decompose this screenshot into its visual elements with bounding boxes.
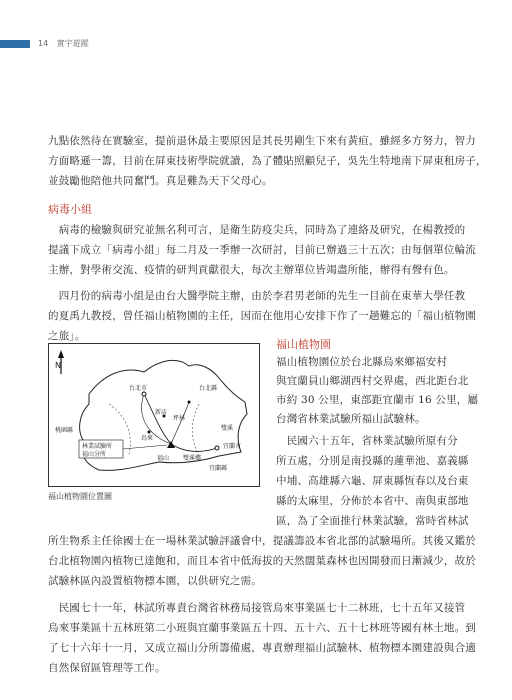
section-heading-fushan: 福山植物園 bbox=[276, 338, 331, 351]
paragraph-line: 民國七十一年，林試所專責台灣省林務局接管烏來事業區七十二林班，七十五年又接管 bbox=[48, 602, 466, 614]
paragraph-line: 與宜蘭員山鄉湖西村交界處，西北距台北 bbox=[276, 375, 469, 387]
svg-text:雙溪鄉: 雙溪鄉 bbox=[183, 455, 202, 462]
svg-text:福山: 福山 bbox=[157, 455, 170, 462]
paragraph-line: 烏來事業區十五林班第二小班與宜蘭事業區五十四、五十六、五十七林班等國有林土地。到 bbox=[48, 622, 476, 634]
svg-text:雙溪: 雙溪 bbox=[221, 425, 234, 432]
section-heading-virus-group: 病毒小組 bbox=[48, 203, 92, 216]
paragraph-line: 中埔、高雄縣六龜、屏東縣恆春以及台東 bbox=[276, 475, 469, 487]
paragraph-line: 四月份的病毒小組是由台大醫學院主辦，由於李君男老師的先生一目前在東華大學任教 bbox=[48, 290, 466, 302]
svg-text:烏來: 烏來 bbox=[141, 435, 154, 442]
fushan-marker bbox=[167, 441, 175, 448]
paragraph-line: 台北植物園內植物已達飽和，而且本省中低海拔的天然闊葉森林也因開發而日漸減少，故於 bbox=[48, 555, 476, 567]
paragraph-line: 方面略遜一籌，目前在屏東技術學院就讀，為了體貼照顧兒子，吳先生特地南下屏東租房子， bbox=[48, 155, 487, 167]
paragraph-line: 病毒的檢驗與研究並無名利可言，是衛生防疫尖兵，同時為了連絡及研究，在楊教授的 bbox=[48, 224, 466, 236]
svg-text:桃園縣: 桃園縣 bbox=[55, 427, 74, 434]
paragraph-line: 並鼓勵他陪他共同奮鬥。真是難為天下父母心。 bbox=[48, 175, 273, 187]
paragraph-line: 縣的太麻里，分佈於本省中、南與東部地 bbox=[276, 495, 469, 507]
map-caption: 福山植物園位置圖 bbox=[48, 492, 112, 501]
svg-text:福山分所: 福山分所 bbox=[82, 451, 107, 458]
svg-text:宜蘭縣: 宜蘭縣 bbox=[209, 465, 228, 472]
svg-text:N: N bbox=[55, 361, 61, 370]
paragraph-line: 區，為了全面推行林業試驗，當時省林試 bbox=[276, 515, 469, 527]
paragraph-line: 試驗林區內設置植物標本園，以供研究之需。 bbox=[48, 575, 262, 587]
svg-text:台北市: 台北市 bbox=[129, 385, 148, 392]
paragraph-line: 九點依然待在實驗室，提前退休最主要原因是其長男剛生下來有黃疸，雖經多方努力，智力 bbox=[48, 135, 476, 147]
svg-text:台北縣: 台北縣 bbox=[199, 385, 218, 392]
paragraph-line: 民國六十五年，省林業試驗所原有分 bbox=[276, 435, 458, 447]
page-number: 14 bbox=[38, 39, 49, 48]
running-title: 實宇遊蹤 bbox=[56, 39, 89, 48]
north-arrow-icon bbox=[55, 350, 64, 374]
svg-text:林業試驗所: 林業試驗所 bbox=[82, 443, 113, 450]
paragraph-line: 自然保留區管理等工作。 bbox=[48, 662, 166, 674]
paragraph-line: 了七十六年十一月，又成立福山分所籌備處，專責辦理福山試驗林、植物標本園建設與合適 bbox=[48, 642, 476, 654]
paragraph-line: 提議下成立「病毒小組」每二月及一季辦一次研討，目前已辦過三十五次；由每個單位輪流 bbox=[48, 244, 476, 256]
paragraph-line: 主辦，對學術交流、疫情的研判貢獻很大，每次主辦單位皆竭盡所能，辦得有聲有色。 bbox=[48, 264, 455, 276]
paragraph-line: 市約 30 公里，東部距宜蘭市 16 公里，屬 bbox=[276, 394, 479, 406]
paragraph-line: 福山植物園位於台北縣烏來鄉福安村 bbox=[276, 356, 448, 368]
paragraph-line: 所生物系主任徐國士在一場林業試驗評議會中，提議籌設本省北部的試驗場所。其後又鑑於 bbox=[48, 535, 476, 547]
map-drawing bbox=[49, 344, 259, 486]
svg-text:新店: 新店 bbox=[155, 409, 168, 416]
svg-text:坪林: 坪林 bbox=[173, 415, 186, 422]
paragraph-line: 台灣省林業試驗所福山試驗林。 bbox=[276, 413, 426, 425]
running-header bbox=[38, 38, 89, 49]
header-accent-bar bbox=[0, 40, 30, 48]
paragraph-line: 之旅」。 bbox=[48, 330, 86, 342]
paragraph-line: 的夏禹九教授，曾任福山植物園的主任，因而在他用心安排下作了一趟難忘的「福山植物園 bbox=[48, 310, 476, 322]
svg-text:宜蘭市: 宜蘭市 bbox=[223, 443, 242, 450]
paragraph-line: 所五處，分別是南投縣的蓮華池、嘉義縣 bbox=[276, 455, 469, 467]
location-map bbox=[48, 343, 260, 487]
